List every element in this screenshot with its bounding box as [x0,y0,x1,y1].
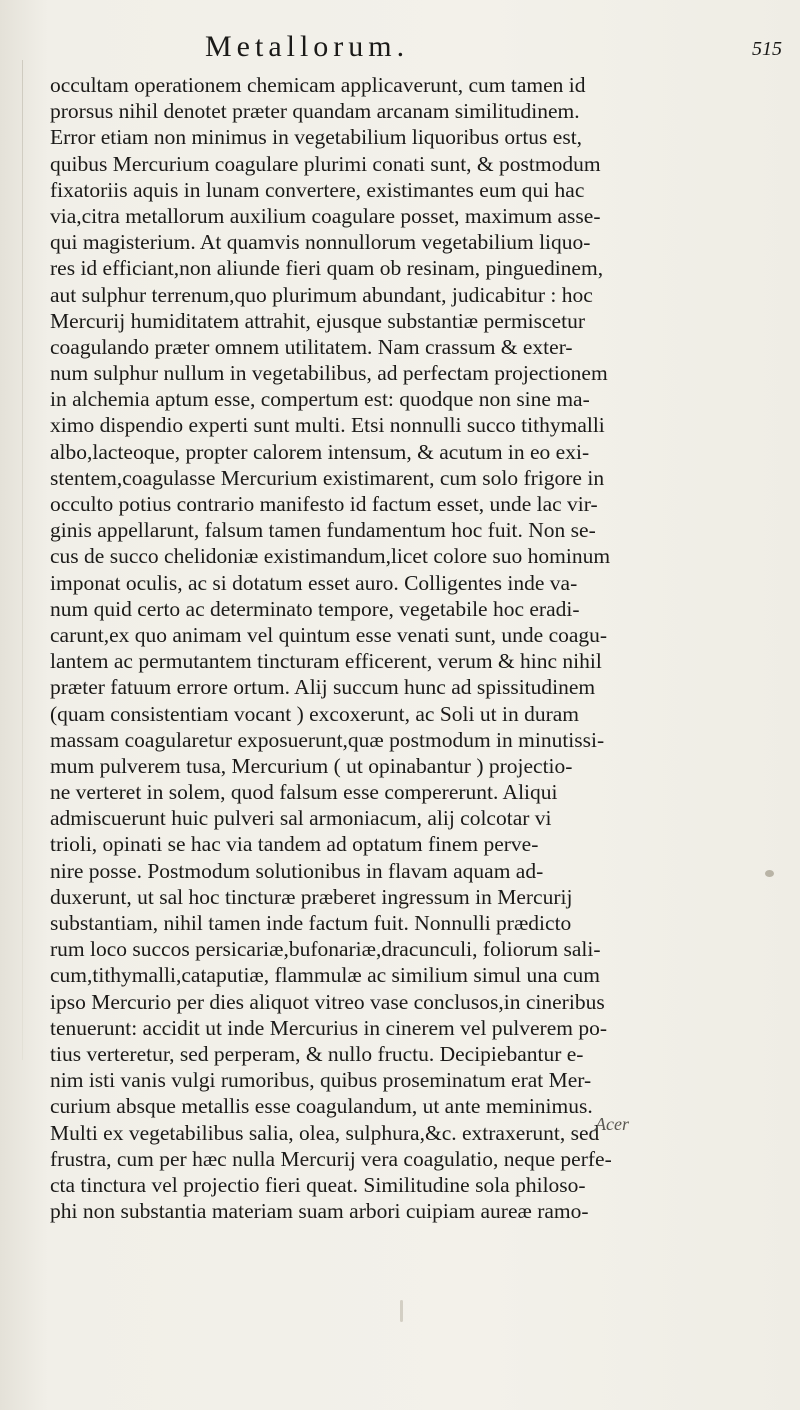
text-line: stentem,coagulasse Mercurium existimarent, cum solo frigore in [50,465,605,490]
text-line: res id efficiant,non aliunde fieri quam ob resinam, pinguedinem, [50,256,604,281]
text-line: ginis appellarunt, falsum tamen fundamentum hoc fuit. Non se- [50,518,596,543]
text-line: frustra, cum per hæc nulla Mercurij vera coagulatio, neque perfe- [50,1146,612,1171]
text-line: imponat oculis, ac si dotatum esset auro. Colligentes inde va- [50,570,578,595]
text-line: qui magisterium. At quamvis nonnullorum vegetabilium liquo- [50,230,591,255]
running-head: Metallorum. [205,30,410,63]
text-line: curium absque metallis esse coagulandum, ut ante meminimus. [50,1094,593,1119]
text-line: phi non substantia materiam suam arbori cuipiam aureæ ramo- [50,1199,589,1224]
text-line: ne verteret in solem, quod falsum esse compererunt. Aliqui [50,780,558,805]
text-line: Error etiam non minimus in vegetabilium liquoribus ortus est, [50,125,583,150]
text-line: rum loco succos persicariæ,bufonariæ,dracunculi, foliorum sali- [50,937,601,962]
text-line: aut sulphur terrenum,quo plurimum abundant, judicabitur : hoc [50,282,593,307]
text-line: nim isti vanis vulgi rumoribus, quibus proseminatum erat Mer- [50,1068,592,1093]
text-line: trioli, opinati se hac via tandem ad optatum finem perve- [50,832,539,857]
text-line: quibus Mercurium coagulare plurimi conati sunt, & postmodum [50,151,601,176]
text-line: cta tinctura vel projectio fieri queat. Similitudine sola philoso- [50,1172,586,1197]
text-line: coagulando præter omnem utilitatem. Nam crassum & exter- [50,334,573,359]
text-line: Multi ex vegetabilibus salia, olea, sulphura,&c. extraxerunt, sed [50,1120,600,1145]
text-line: occultam operationem chemicam applicaverunt, cum tamen id [50,73,586,97]
ink-spot [765,870,774,877]
text-line: carunt,ex quo animam vel quintum esse venati sunt, unde coagu- [50,622,608,647]
paper-mark [400,1300,403,1322]
text-line: num sulphur nullum in vegetabilibus, ad perfectam projectionem [50,361,608,386]
text-line: ipso Mercurio per dies aliquot vitreo vase conclusos,in cineribus [50,989,605,1014]
page-header [0,30,800,70]
text-line: mum pulverem tusa, Mercurium ( ut opinabantur ) projectio- [50,753,573,778]
body-text [50,72,775,1224]
text-line: ximo dispendio experti sunt multi. Etsi nonnulli succo tithymalli [50,413,605,438]
text-line: Mercurij humiditatem attrahit, ejusque substantiæ permiscetur [50,308,585,333]
text-line: cum,tithymalli,cataputiæ, flammulæ ac similium simul una cum [50,963,600,988]
text-line: substantiam, nihil tamen inde factum fuit. Nonnulli prædicto [50,911,572,935]
text-line: prorsus nihil denotet præter quandam arcanam similitudinem. [50,99,580,124]
page-gutter-shadow [22,60,23,1060]
text-line: præter fatuum errore ortum. Alij succum hunc ad spissitudinem [50,675,596,700]
text-line: albo,lacteoque, propter calorem intensum, & acutum in eo exi- [50,439,590,464]
text-line: cus de succo chelidoniæ existimandum,licet colore suo hominum [50,544,611,569]
text-line: massam coagularetur exposuerunt,quæ postmodum in minutissi- [50,727,605,752]
text-line: occulto potius contrario manifesto id factum esset, unde lac vir- [50,492,598,516]
text-line: tenuerunt: accidit ut inde Mercurius in cinerem vel pulverem po- [50,1015,608,1040]
text-line: fixatoriis aquis in lunam convertere, existimantes eum qui hac [50,177,585,202]
text-line: nire posse. Postmodum solutionibus in flavam aquam ad- [50,858,544,883]
text-line: (quam consistentiam vocant ) excoxerunt, ac Soli ut in duram [50,701,579,726]
catchword-row [0,1114,800,1144]
text-line: num quid certo ac determinato tempore, vegetabile hoc eradi- [50,596,580,621]
text-line: via,citra metallorum auxilium coagulare posset, maximum asse- [50,203,601,228]
page-number: 515 [752,38,782,60]
text-line: in alchemia aptum esse, compertum est: quodque non sine ma- [50,387,590,412]
text-line: lantem ac permutantem tincturam efficerent, verum & hinc nihil [50,649,602,674]
text-line: duxerunt, ut sal hoc tincturæ præberet ingressum in Mercurij [50,884,573,909]
text-line: tius verteretur, sed perperam, & nullo fructu. Decipiebantur e- [50,1041,584,1066]
catchword: Acer [595,1114,629,1134]
text-line: admiscuerunt huic pulveri sal armoniacum, alij colcotar vi [50,806,552,831]
